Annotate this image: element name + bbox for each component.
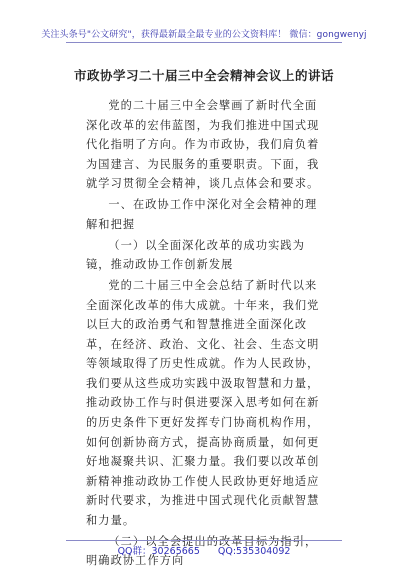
- page-header: [0, 0, 408, 46]
- document-body: [86, 96, 322, 572]
- page-footer: [0, 540, 408, 580]
- paragraph-reform-achievements: 党的二十届三中全会总结了新时代以来全面深化改革的伟大成就。十年来，我们党以巨大的政治勇气和智慧推进全面深化改革，在经济、政治、文化、社会、生态文明等领域取得了历史性成就。作为人民政协，我们要从这些成功实践中汲取智慧和力量，推动政协工作与时俱进要深入思考如何在新的历史条件下更好发挥专门协商机构作用，如何创新协商方式，提高协商质量，如何更好地凝聚共识、汇聚力量。我们要以改革创新精神推动政协工作使人民政协更好地适应新时代要求，为推进中国式现代化贡献智慧和力量。: [86, 278, 320, 528]
- footer-contact: [0, 543, 408, 557]
- header-promo-text: 关注头条号"公文研究"，获得最新最全最专业的公文资料库！ 微信：gongwenyj: [41, 30, 367, 40]
- footer-divider: [66, 540, 342, 541]
- paragraph-intro: 党的二十届三中全会擘画了新时代全面深化改革的宏伟蓝图，为我们推进中国式现代化指明了方向。作为市政协，我们肩负着为国建言、为民服务的重要职责。下面，我就学习贯彻全会精神，谈几点体会和要求。: [86, 99, 320, 191]
- subsection-heading-2: （二）以全会提出的改革目标为指引，明确政协工作方向: [86, 534, 318, 568]
- subsection-heading-1: （一）以全面深化改革的成功实践为镜，推动政协工作创新发展: [86, 238, 305, 272]
- footer-qq-group: QQ群：30265665: [117, 546, 200, 557]
- header-divider: [66, 42, 342, 43]
- document-title: 市政协学习二十届三中全会精神会议上的讲话: [73, 68, 334, 83]
- section-heading-1: 一、在政协工作中深化对全会精神的理解和把握: [86, 198, 318, 231]
- footer-qq-number: QQ:535304092: [217, 546, 291, 557]
